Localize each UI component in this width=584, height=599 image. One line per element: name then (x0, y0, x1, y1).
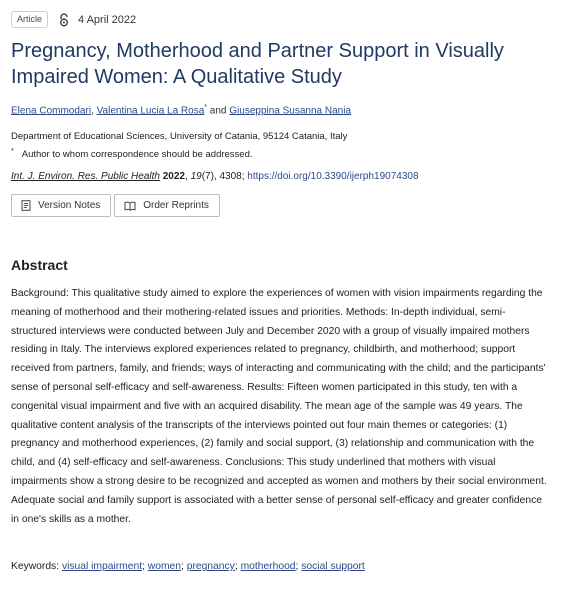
keywords (11, 561, 365, 572)
abstract-heading: Abstract (11, 257, 68, 273)
author-separator-and: and (207, 105, 230, 117)
article-actions (11, 194, 223, 217)
journal-link[interactable]: Int. J. Environ. Res. Public Health (11, 171, 160, 182)
correspondence-mark: * (11, 148, 14, 155)
abstract-text: Background: This qualitative study aimed to explore the experiences of women with vision impairments regarding the meaning of motherhood and their mothering-related issues and priorities. Methods: In-depth individual, semi-structured interviews were conducted between July and December 2020 with a group of visually impaired mothers residing in Italy. The interviews explored experiences related to pregnancy, childbirth, and motherhood; support received from partners, family, and friends; ways of interacting and communicating with the child; and the participants' sense of personal self-efficacy and self-awareness. Results: Fifteen women participated in this study, ten with a congenital visual impairment and five with an acquired disability. The mean age of the sample was 49 years. The qualitative content analysis of the transcripts of the interviews pointed out four main themes or categories: (1) pregnancy and motherhood experiences, (2) family and social support, (3) relationship and communication with the child, and (4) self-efficacy and self-awareness. Conclusions: This study underlined that mothers with visual impairments show a strong desire to be recognized and accepted as women and mothers by their social environment. Adequate social and family support is associated with a better sense of personal self-efficacy and greater confidence in one's skills as a mother. (11, 288, 547, 525)
author-list (11, 104, 351, 116)
keywords-label: Keywords: (11, 561, 62, 572)
keyword-link[interactable]: motherhood (240, 561, 296, 572)
publication-date: 4 April 2022 (78, 13, 137, 26)
citation: Int. J. Environ. Res. Public Health 2022, 19(7), 4308; https://doi.org/10.3390/ijerph19074308 (11, 171, 419, 182)
correspondence-text: Author to whom correspondence should be addressed. (21, 149, 253, 161)
book-icon (124, 201, 136, 211)
author-separator: , (91, 105, 97, 117)
citation-pages: , 4308; (213, 171, 248, 182)
author-link-commodari[interactable]: Elena Commodari (11, 105, 92, 117)
article-title: Pregnancy, Motherhood and Partner Support in Visually Impaired Women: A Qualitative Study (11, 40, 504, 88)
article-type-badge: Article (11, 11, 48, 28)
author-link-nania[interactable]: Giuseppina Susanna Nania (229, 105, 352, 117)
citation-issue: (7) (201, 171, 214, 182)
corresponding-author-mark: * (204, 104, 208, 111)
order-reprints-button[interactable] (114, 194, 220, 217)
doi-link[interactable]: https://doi.org/10.3390/ijerph19074308 (247, 171, 419, 182)
keyword-link[interactable]: women (147, 561, 181, 572)
affiliation: Department of Educational Sciences, University of Catania, 95124 Catania, Italy (11, 131, 348, 142)
keyword-link[interactable]: visual impairment (61, 561, 143, 572)
order-reprints-label: Order Reprints (143, 200, 209, 211)
citation-year: 2022 (162, 171, 185, 182)
keyword-separator: ; (181, 561, 187, 572)
document-icon (21, 200, 31, 211)
version-notes-button[interactable] (11, 194, 111, 217)
correspondence-note (11, 148, 253, 160)
author-link-la-rosa[interactable]: Valentina Lucia La Rosa (96, 105, 205, 117)
keyword-link[interactable]: pregnancy (186, 561, 235, 572)
keyword-separator: ; (295, 561, 302, 572)
citation-volume: 19 (190, 171, 202, 182)
keyword-link[interactable]: social support (301, 561, 365, 572)
article-meta (11, 11, 136, 28)
keyword-separator: ; (142, 561, 148, 572)
version-notes-label: Version Notes (38, 200, 101, 211)
keyword-separator: ; (234, 561, 241, 572)
open-access-icon (58, 13, 70, 27)
